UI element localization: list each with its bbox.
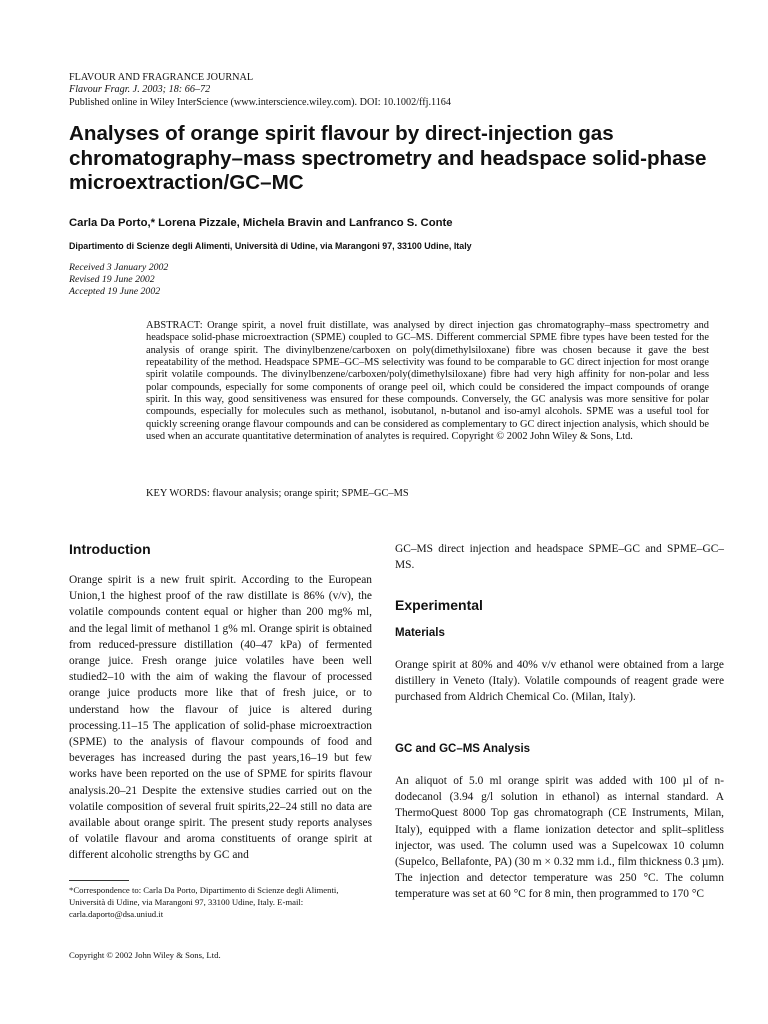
section-heading-introduction: Introduction: [69, 541, 151, 557]
author-list: Carla Da Porto,* Lorena Pizzale, Michela Bravin and Lanfranco S. Conte: [69, 217, 453, 229]
subsection-heading-gc-analysis: GC and GC–MS Analysis: [395, 743, 531, 755]
journal-citation: Flavour Fragr. J. 2003; 18: 66–72: [69, 84, 211, 96]
affiliation: Dipartimento di Scienze degli Alimenti, Università di Udine, via Marangoni 97, 33100 Udine, Italy: [69, 241, 472, 251]
correspondence-footnote: *Correspondence to: Carla Da Porto, Dipartimento di Scienze degli Alimenti, Università di Udine, via Marangoni 97, 33100 Udine, Italy. E-mail: carla.daporto@dsa.uniud.it: [69, 885, 339, 919]
journal-header: [69, 72, 451, 109]
revised-date: Revised 19 June 2002: [69, 274, 155, 285]
copyright-notice: Copyright © 2002 John Wiley & Sons, Ltd.: [69, 950, 221, 960]
column2-continuation-text: GC–MS direct injection and headspace SPME–GC and SPME–GC–MS.: [395, 543, 724, 572]
footnote-divider: [69, 880, 129, 881]
abstract: ABSTRACT: Orange spirit, a novel fruit distillate, was analysed by direct injection gas chromatography–mass spectrometry and headspace solid-phase microextraction (SPME) coupled to GC–MS. Different commercial SPME fibre types have been tested for the analysis of orange spirit. The divinylbenzene/carboxen on poly(dimethylsiloxane) fibre was chosen because it gave the best repeatability of the method. Headspace SPME–GC–MS selectivity was found to be comparable to GC direct injection for most orange spirit volatile compounds. The divinylbenzene/carboxen/poly(dimethylsiloxane) fibre had very high affinity for non-polar and less polar compounds, especially for some components of orange peel oil, which could be considered the impact compounds of orange spirit. In this way, good sensitiveness was ensured for these compounds. Conversely, the GC analysis was more sensitive for polar compounds, especially for molecules such as methanol, isobutanol, n-butanol and iso-amyl alcohols. SPME was a useful tool for quickly screening orange flavour compounds and can be considered as complementary to GC direct injection analysis, which should be used when an accurate quantitative determination of analytes is required. Copyright © 2002 John Wiley & Sons, Ltd.: [146, 320, 709, 443]
materials-text: Orange spirit at 80% and 40% v/v ethanol were obtained from a large distillery in Veneto (Italy). Volatile compounds of reagent grade were purchased from Aldrich Chemical Co. (Milan, Italy).: [395, 659, 724, 704]
introduction-text: Orange spirit is a new fruit spirit. According to the European Union,1 the highest proof of the raw distillate is 86% (v/v), the volatile compounds content equal or higher than 200 mg% ml, and the legal limit of methanol 1 g% ml. Orange spirit is obtained from reduced-pressure distillation (40–47 kPa) of fermented orange juice. Fresh orange juice volatiles have been well studied2–10 with the aim of waking the flavour of processed orange juice products more like that of fresh juice, or to understand how the flavour of juice is altered during processing.11–15 The application of solid-phase microextraction (SPME) to the analysis of flavour compounds of food and beverages has increased during the past years,16–19 but few works have been reported on the use of SPME for spirits flavour analysis.20–21 Despite the extensive studies carried out on the volatile composition of several fruit spirits,22–24 still no data are available about orange spirit. The present study reports analyses of volatile flavour and aroma constituents of orange spirit at different alcoholic strengths by GC and: [69, 574, 372, 862]
gc-analysis-text: An aliquot of 5.0 ml orange spirit was added with 100 µl of n-dodecanol (3.94 g/l solution in ethanol) as internal standard. A ThermoQuest 8000 Top gas chromatograph (CE Instruments, Milan, Italy), equipped with a flame ionization detector and split–splitless injector, was used. The column used was a Supelcowax 10 column (Supelco, Bellafonte, PA) (30 m × 0.32 mm i.d., film thickness 0.3 µm). The injection and detector temperature was 250 °C. The column temperature was set at 60 °C for 8 min, then programmed to 170 °C: [395, 775, 724, 901]
keywords: KEY WORDS: flavour analysis; orange spirit; SPME–GC–MS: [146, 488, 409, 499]
accepted-date: Accepted 19 June 2002: [69, 286, 161, 297]
journal-published: Published online in Wiley InterScience (www.interscience.wiley.com). DOI: 10.1002/ffj.1164: [69, 96, 451, 108]
subsection-heading-materials: Materials: [395, 627, 445, 639]
section-heading-experimental: Experimental: [395, 597, 483, 613]
received-date: Received 3 January 2002: [69, 262, 169, 273]
paper-title: Analyses of orange spirit flavour by direct-injection gas chromatography–mass spectrometry and headspace solid-phase microextraction/GC–MC: [69, 122, 707, 194]
journal-name: FLAVOUR AND FRAGRANCE JOURNAL: [69, 72, 254, 83]
article-dates: [69, 262, 168, 298]
